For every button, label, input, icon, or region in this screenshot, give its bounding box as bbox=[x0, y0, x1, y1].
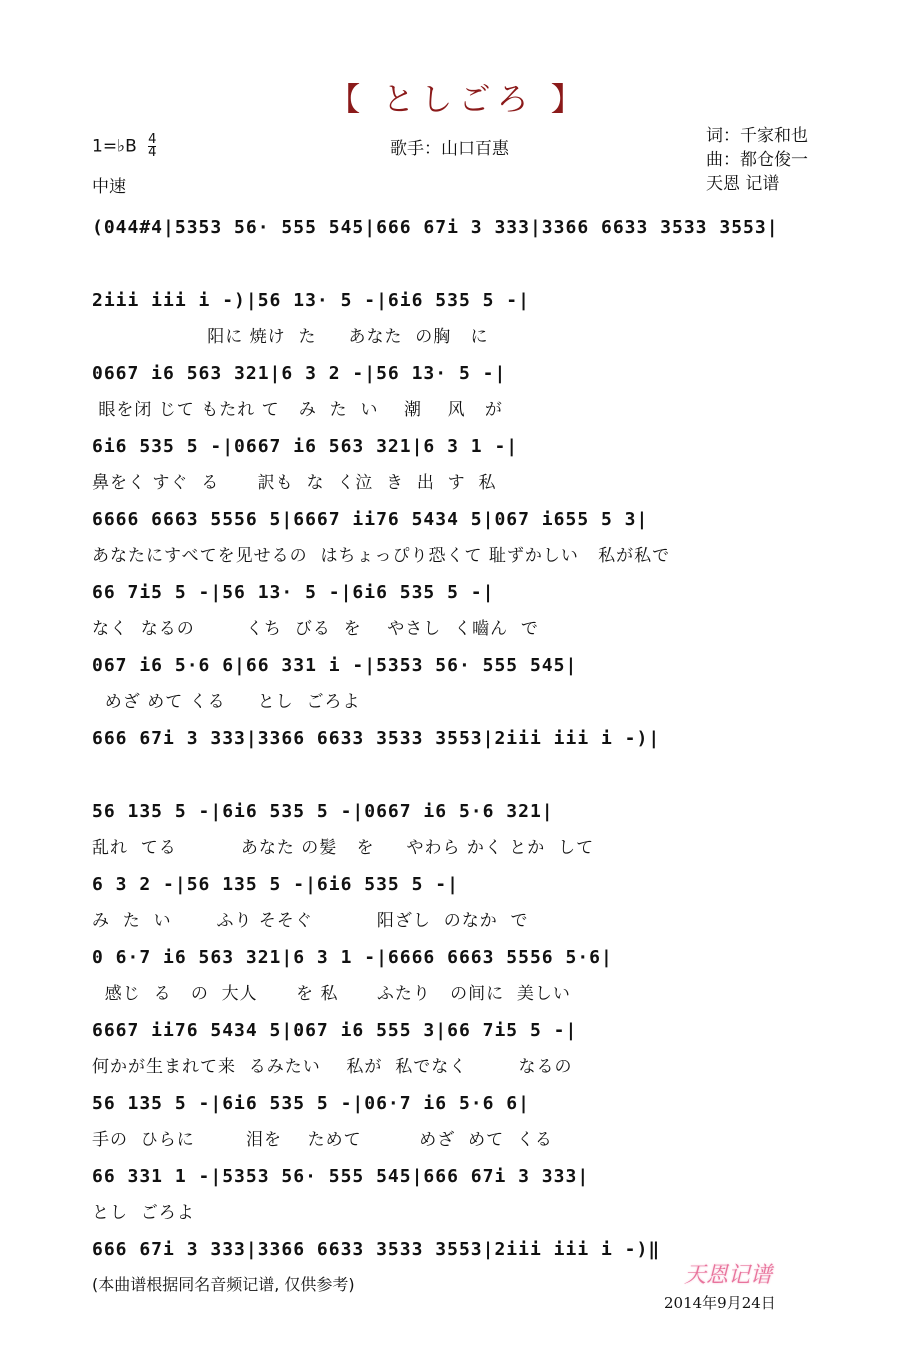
notation-row: 56 135 5 -|6i6 535 5 -|06·7 i6 5·6 6| bbox=[92, 1093, 530, 1114]
transcriber-label: 天恩 记谱 bbox=[706, 174, 780, 194]
lyrics-row: めざ めて くる とし ごろよ bbox=[92, 692, 361, 712]
lyrics-row: 乱れ てる あなた の髪 を やわら かく とか して bbox=[92, 838, 595, 858]
key-signature bbox=[92, 134, 156, 159]
lyrics-row: み た い ふり そそぐ 阳ざし のなか で bbox=[92, 911, 529, 931]
time-signature-bottom: 4 bbox=[148, 145, 157, 160]
lyrics-row: なく なるの くち びる を やさし く嚙ん で bbox=[92, 619, 539, 639]
transcriber-stamp: 天恩记谱 bbox=[684, 1263, 773, 1288]
notation-row: 6i6 535 5 -|0667 i6 563 321|6 3 1 -| bbox=[92, 436, 519, 457]
notation-row: 666 67i 3 333|3366 6633 3533 3553|2iii iii i -)| bbox=[92, 728, 661, 749]
lyrics-row: とし ごろよ bbox=[92, 1203, 195, 1223]
lyricist-label: 词：千家和也 bbox=[706, 126, 808, 146]
score-line bbox=[92, 205, 822, 278]
score-line bbox=[92, 862, 822, 935]
singer-label: 歌手：山口百惠 bbox=[390, 139, 509, 159]
notation-row: 6666 6663 5556 5|6667 ii76 5434 5|067 i655 5 3| bbox=[92, 509, 649, 530]
lyrics-row: 手の ひらに 泪を ためて めざ めて くる bbox=[92, 1130, 553, 1150]
score-line bbox=[92, 424, 822, 497]
score-line bbox=[92, 643, 822, 716]
notation-row: 0 6·7 i6 563 321|6 3 1 -|6666 6663 5556 5·6| bbox=[92, 947, 613, 968]
notation-row: 067 i6 5·6 6|66 331 i -|5353 56· 555 545| bbox=[92, 655, 578, 676]
notation-row: 66 331 1 -|5353 56· 555 545|666 67i 3 333| bbox=[92, 1166, 590, 1187]
composer-label: 曲：都仓俊一 bbox=[706, 150, 808, 170]
page-title: 【 としごろ 】 bbox=[328, 80, 589, 118]
time-signature bbox=[148, 134, 156, 159]
score-line bbox=[92, 351, 822, 424]
notation-row: 6667 ii76 5434 5|067 i6 555 3|66 7i5 5 -| bbox=[92, 1020, 578, 1041]
score-line bbox=[92, 1154, 822, 1227]
notation-row: 6 3 2 -|56 135 5 -|6i6 535 5 -| bbox=[92, 874, 459, 895]
notation-row: (044#4|5353 56· 555 545|666 67i 3 333|3366 6633 3533 3553| bbox=[92, 217, 779, 238]
notation-row: 0667 i6 563 321|6 3 2 -|56 13· 5 -| bbox=[92, 363, 507, 384]
score-line bbox=[92, 497, 822, 570]
notation-row: 56 135 5 -|6i6 535 5 -|0667 i6 5·6 321| bbox=[92, 801, 554, 822]
score-line bbox=[92, 278, 822, 351]
lyrics-row: 何かが生まれて来 るみたい 私が 私でなく なるの bbox=[92, 1057, 573, 1077]
key-label: 1=♭B bbox=[92, 136, 137, 157]
lyrics-row: 阳に 焼け た あなた の胸 に bbox=[92, 327, 489, 347]
notation-row: 2iii iii i -)|56 13· 5 -|6i6 535 5 -| bbox=[92, 290, 530, 311]
time-signature-top: 4 bbox=[148, 132, 157, 147]
score-line bbox=[92, 570, 822, 643]
credits bbox=[706, 124, 808, 196]
lyrics-row: あなたにすべてを见せるの はちょっぴり恐くて 耻ずかしい 私が私で bbox=[92, 546, 671, 566]
score bbox=[92, 205, 822, 1300]
notation-row: 66 7i5 5 -|56 13· 5 -|6i6 535 5 -| bbox=[92, 582, 495, 603]
footer-note: (本曲谱根据同名音频记谱, 仅供参考) bbox=[92, 1275, 355, 1294]
score-line bbox=[92, 935, 822, 1008]
score-line bbox=[92, 789, 822, 862]
notation-row: 666 67i 3 333|3366 6633 3533 3553|2iii iii i -)‖ bbox=[92, 1239, 661, 1260]
score-line bbox=[92, 1081, 822, 1154]
lyrics-row: 眼を闭 じて もたれ て み た い 潮 风 が bbox=[92, 400, 503, 420]
score-line bbox=[92, 716, 822, 789]
tempo-label: 中速 bbox=[92, 177, 126, 197]
score-line bbox=[92, 1008, 822, 1081]
lyrics-row: 鼻をく すぐ る 訳も な く泣 き 出 す 私 bbox=[92, 473, 497, 493]
lyrics-row: 感じ る の 大人 を 私 ふたり の间に 美しい bbox=[92, 984, 571, 1004]
date-label: 2014年9月24日 bbox=[664, 1294, 776, 1312]
